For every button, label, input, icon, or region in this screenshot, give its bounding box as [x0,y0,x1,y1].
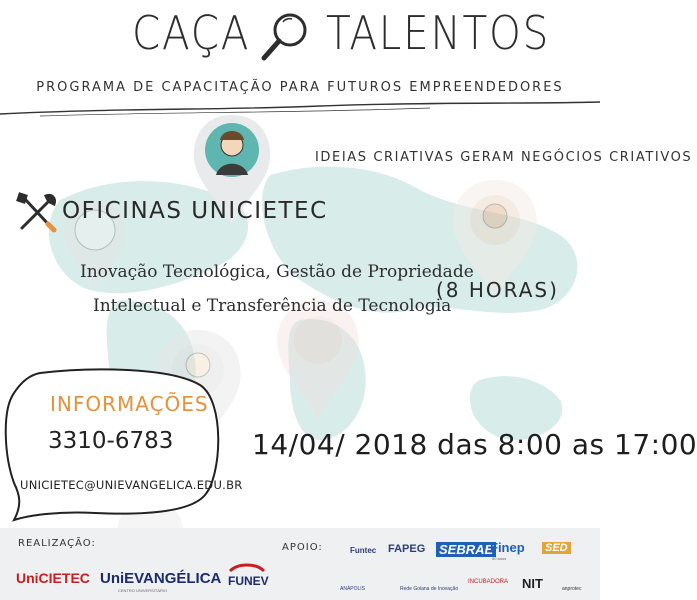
logo-fapeg: FAPEG [388,543,426,555]
course-hours: (8 HORAS) [436,278,559,302]
course-title-line-2: Intelectual e Transferência de Tecnologia [93,296,452,316]
logo-unievangelica: UniEVANGÉLICA [100,570,222,587]
logo-funtec: Funtec [350,546,377,555]
finep-caption: 50 anos [492,556,507,561]
course-title-line-1: Inovação Tecnológica, Gestão de Propriedade [80,262,474,282]
logo-incubadora: INCUBADORA [468,579,509,585]
unievangelica-caption: CENTRO UNIVERSITÁRIO [118,588,168,593]
logo-unicietec: UniCIETEC [16,570,90,586]
apoio-label: APOIO: [282,542,323,553]
magnifier-icon [256,8,312,64]
divider-line [0,94,600,124]
program-subtitle: PROGRAMA DE CAPACITAÇÃO PARA FUTUROS EMPREENDEDORES [36,80,564,95]
workshop-title: OFICINAS UNICIETEC [62,198,328,224]
info-label: INFORMAÇÕES [50,392,209,416]
tools-icon [14,190,60,236]
logo-anapolis: ANÁPOLIS [340,586,366,592]
logo-sebrae: SEBRAE [436,542,496,557]
logo-funev: FUNEV [228,574,269,588]
logo-anprotec: anprotec [562,586,582,592]
email-address: UNICIETEC@UNIEVANGELICA.EDU.BR [20,478,243,492]
slogan: IDEIAS CRIATIVAS GERAM NEGÓCIOS CRIATIVOS [315,150,693,165]
logo-sed: SED [542,542,571,554]
logo-rede-goiana: Rede Goiana de Inovação [400,586,459,592]
logo-nit: NIT [522,576,543,591]
phone-number: 3310-6783 [48,428,174,454]
logo-finep: Finep [490,540,525,555]
event-date-time: 14/04/ 2018 das 8:00 as 17:00 [252,428,697,461]
title-word-caca: CAÇA [132,6,251,60]
funev-mark-icon [228,561,266,573]
realizacao-label: REALIZAÇÃO: [18,538,96,549]
title-word-talentos: TALENTOS [326,6,551,60]
